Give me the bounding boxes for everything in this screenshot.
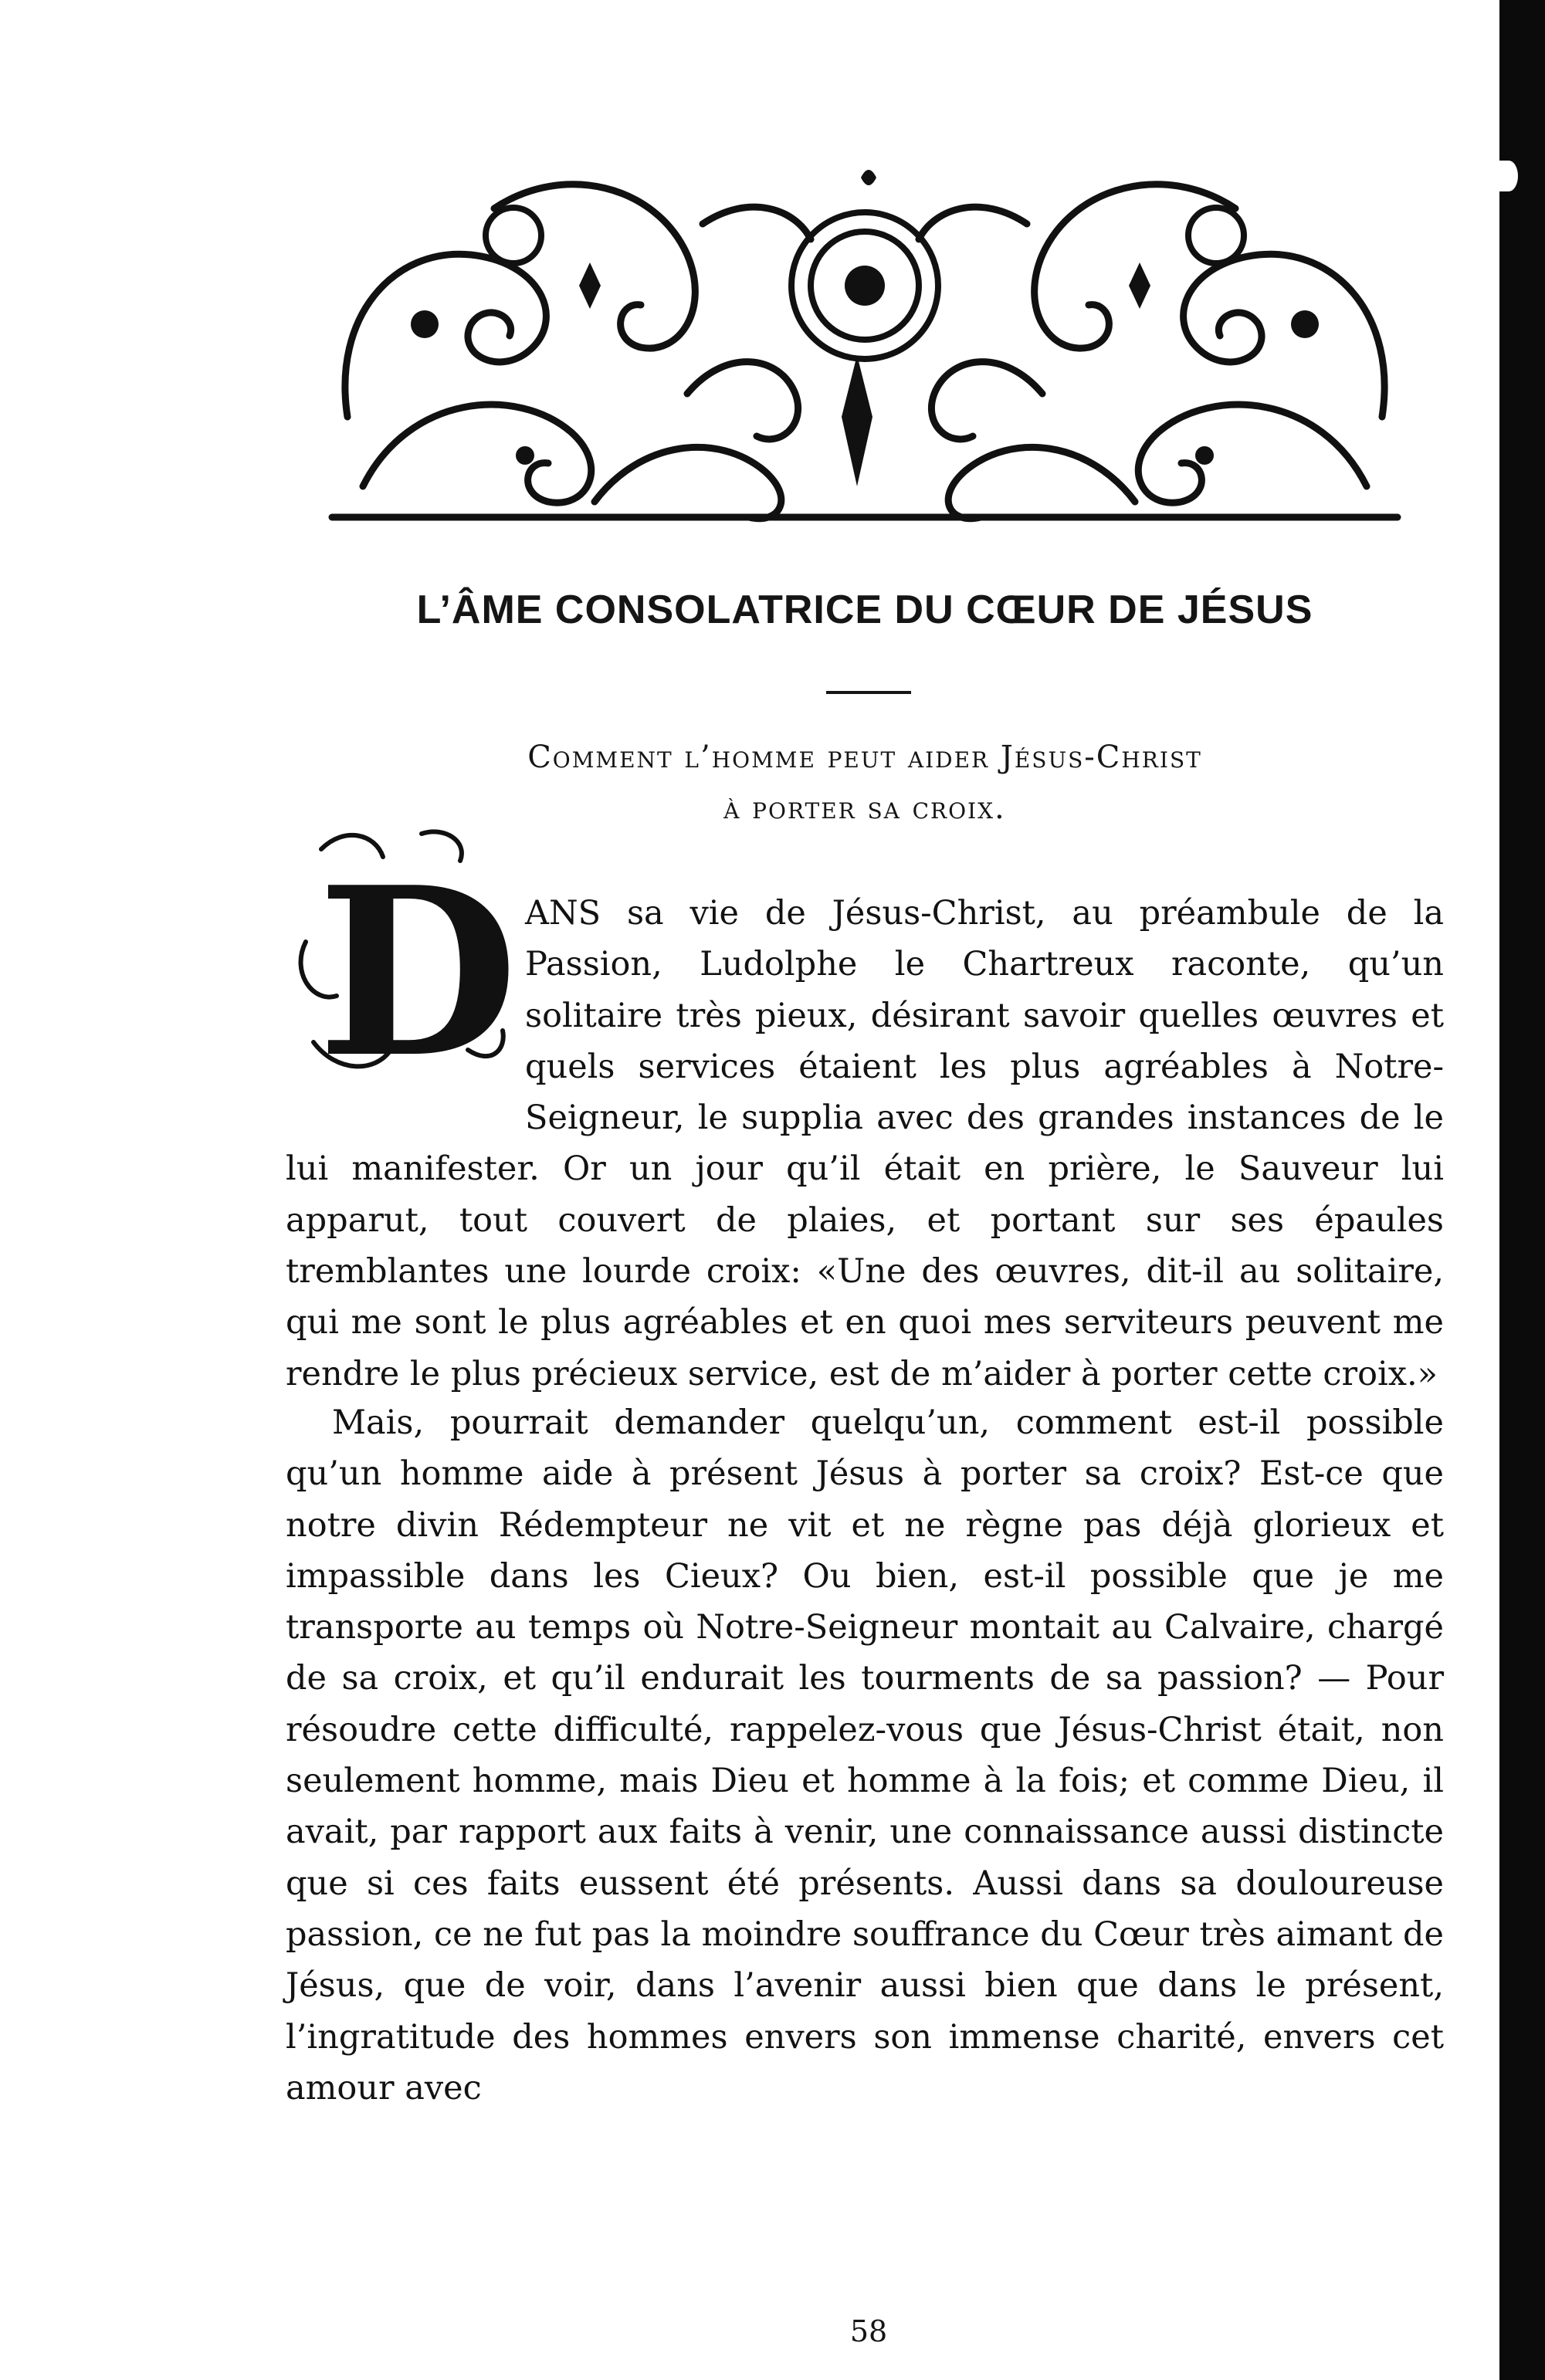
dropcap-space: [286, 888, 525, 1135]
subtitle-line-2: à porter sa croix.: [723, 791, 1006, 826]
page-number: 58: [849, 2314, 888, 2348]
dropcap-letter: D: [317, 836, 519, 1109]
scan-edge-notch: [1499, 161, 1518, 191]
title-rule: [826, 691, 911, 694]
paragraph-1-text: ANS sa vie de Jésus-Christ, au préambule de la Passion, Ludolphe le Chartreux raconte, qu’un solitaire très pieux, désirant savoir quelles œuvres et quels services étaient les plus agréables à Notre-Seigneur, le supplia avec des grandes instances de le lui manifester. Or un jour qu’il était en prière, le Sauveur lui apparut, tout couvert de plaies, et portant sur ses épaules tremblantes une lourde croix: «Une des œuvres, dit-il au solitaire, qui me sont le plus agréables et en quoi mes serviteurs peuvent me rendre le plus précieux service, est de m’aider à porter cette croix.»: [286, 894, 1444, 1393]
paragraph-2: Mais, pourrait demander quelqu’un, comment est-il possible qu’un homme aide à présent Jésus à porter sa croix? Est-ce que notre divin Rédempteur ne vit et ne règne pas déjà glorieux et impassible dans les Cieux? Ou bien, est-il possible que je me transporte au temps où Notre-Seigneur montait au Calvaire, chargé de sa croix, et qu’il endurait les tourments de sa passion? — Pour résoudre cette difficulté, rappelez-vous que Jésus-Christ était, non seulement homme, mais Dieu et homme à la fois; et comme Dieu, il avait, par rapport aux faits à venir, une connaissance aussi distincte que si ces faits eussent été présents. Aussi dans sa douloureuse passion, ce ne fut pas la moindre souffrance du Cœur très aimant de Jésus, que de voir, dans l’avenir aussi bien que dans le présent, l’ingratitude des hommes envers son immense charité, envers cet amour avec: [286, 1403, 1444, 2107]
subtitle-line-1: Comment l’homme peut aider Jésus-Christ: [527, 740, 1202, 775]
paragraph-1: [286, 888, 1444, 1400]
ornamental-headpiece: [317, 162, 1413, 525]
chapter-title: L’ÂME CONSOLATRICE DU CŒUR DE JÉSUS: [416, 587, 1313, 632]
scan-edge: [1499, 0, 1545, 2380]
